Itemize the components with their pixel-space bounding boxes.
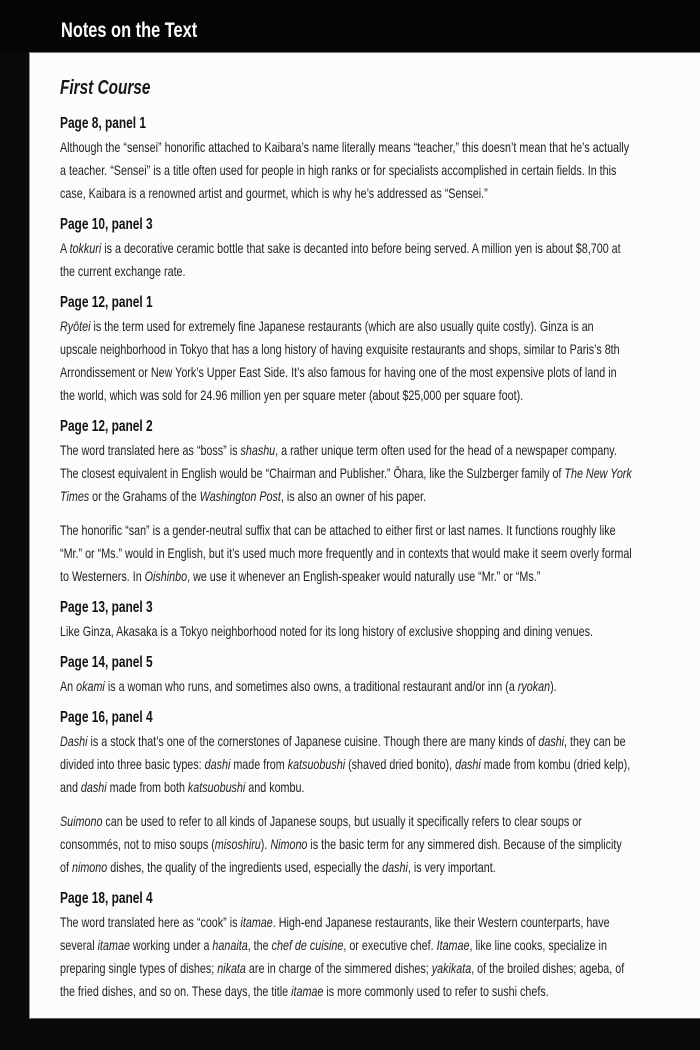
note-section (60, 653, 632, 698)
page-title: Notes on the Text (61, 19, 198, 42)
note-heading: Page 18, panel 4 (60, 890, 153, 907)
note-heading: Page 10, panel 3 (60, 216, 153, 233)
page-header (0, 0, 700, 52)
note-heading: Page 12, panel 1 (60, 294, 153, 311)
note-paragraph: An okami is a woman who runs, and sometimes also owns, a traditional restaurant and/or inn (a ryokan). (60, 678, 557, 694)
note-paragraph: Although the “sensei” honorific attached to Kaibara’s name literally means “teacher,” this doesn’t mean that he’s actually a teacher. “Sensei” is a title often used for people in high ranks or for specialists accomplished in certain fields. In this case, Kaibara is a renowned artist and gourmet, which is why he’s addressed as “Sensei.” (60, 139, 630, 201)
course-title: First Course (60, 77, 151, 99)
note-section (60, 215, 632, 283)
notes-list (60, 114, 632, 1003)
note-heading: Page 13, panel 3 (60, 599, 153, 616)
note-section (60, 417, 632, 588)
note-section (60, 708, 632, 879)
notes-panel (29, 52, 700, 1019)
note-paragraph: The honorific “san” is a gender-neutral suffix that can be attached to either first or last names. It functions roughly like “Mr.” or “Ms.” would in English, but it’s used much more frequently and in contexts that would make it seem overly formal to Westerners. In Oishinbo, we use it whenever an English-speaker would naturally use “Mr.” or “Ms.” (60, 522, 632, 584)
note-paragraph: Dashi is a stock that’s one of the cornerstones of Japanese cuisine. Though there are many kinds of dashi, they can be divided into three basic types: dashi made from katsuobushi (shaved dried bonito), dashi made from kombu (dried kelp), and dashi made from both katsuobushi and kombu. (60, 733, 631, 795)
notes-text-column (60, 78, 632, 1003)
note-heading: Page 12, panel 2 (60, 418, 153, 435)
note-section (60, 293, 632, 407)
note-paragraph: Ryōtei is the term used for extremely fine Japanese restaurants (which are also usually quite costly). Ginza is an upscale neighborhood in Tokyo that has a long history of having exquisite restaurants and shops, similar to Paris’s 8th Arrondissement or New York’s Upper East Side. It’s also famous for having one of the most expensive plots of land in the world, which was sold for 24.96 million yen per square meter (about $25,000 per square foot). (60, 318, 620, 403)
note-paragraph: A tokkuri is a decorative ceramic bottle that sake is decanted into before being served. A million yen is about $8,700 at the current exchange rate. (60, 240, 621, 279)
note-heading: Page 14, panel 5 (60, 654, 153, 671)
note-section (60, 598, 632, 643)
note-paragraph: Like Ginza, Akasaka is a Tokyo neighborhood noted for its long history of exclusive shopping and dining venues. (60, 623, 593, 639)
note-section (60, 889, 632, 1003)
note-heading: Page 16, panel 4 (60, 709, 153, 726)
note-paragraph: The word translated here as “cook” is itamae. High-end Japanese restaurants, like their Western counterparts, have several itamae working under a hanaita, the chef de cuisine, or executive chef. Itamae, like line cooks, specialize in preparing single types of dishes; nikata are in charge of the simmered dishes; yakikata, of the broiled dishes; ageba, of the fried dishes, and so on. These days, the title itamae is more commonly used to refer to sushi chefs. (60, 914, 625, 999)
note-heading: Page 8, panel 1 (60, 115, 147, 132)
note-paragraph: The word translated here as “boss” is shashu, a rather unique term often used for the head of a newspaper company. The closest equivalent in English would be “Chairman and Publisher.” Ōhara, like the Sulzberger family of The New York Times or the Grahams of the Washington Post, is also an owner of his paper. (60, 442, 632, 504)
notes-content (30, 53, 700, 1003)
note-paragraph: Suimono can be used to refer to all kinds of Japanese soups, but usually it specifically refers to clear soups or consommés, not to miso soups (misoshiru). Nimono is the basic term for any simmered dish. Because of the simplicity of nimono dishes, the quality of the ingredients used, especially the dashi, is very important. (60, 813, 622, 875)
note-section (60, 114, 632, 205)
